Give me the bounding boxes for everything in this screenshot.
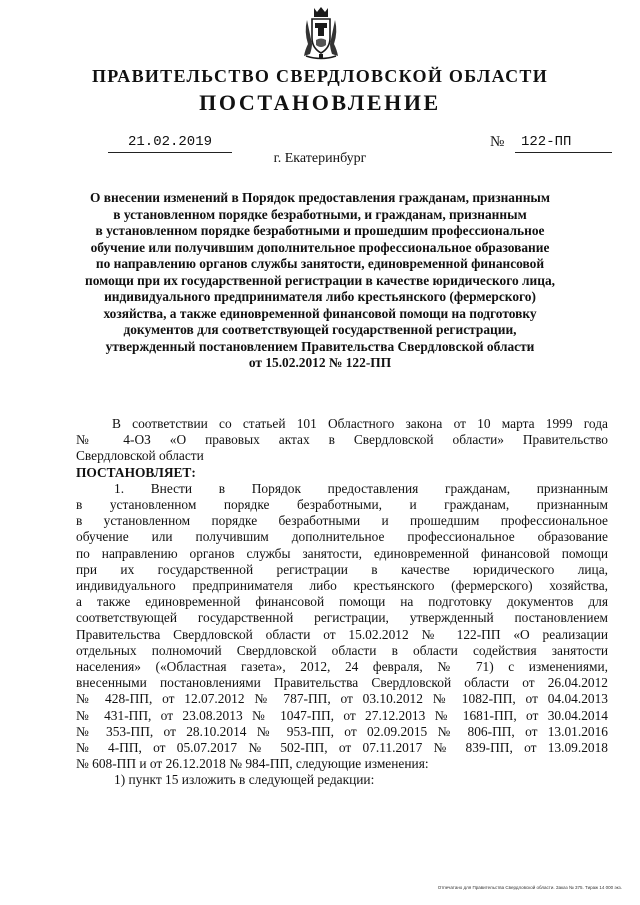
- item1-line: населения» («Областная газета», 2012, 24 февраля, № 71) с изменениями,: [76, 659, 608, 675]
- item1-line: Правительства Свердловской области от 15.02.2012 № 122-ПП «О реализации: [76, 626, 608, 642]
- title-line: от 15.02.2012 № 122-ПП: [248, 355, 392, 370]
- item1-line: № 353-ПП, от 28.10.2014 № 953-ПП, от 02.09.2015 № 806-ПП, от 13.01.2016: [76, 723, 608, 739]
- title-line: в установленном порядке безработными, и гражданам, признанным: [113, 206, 527, 222]
- title-line: О внесении изменений в Порядок предоставления гражданам, признанным: [89, 190, 550, 205]
- title-line: индивидуального предпринимателя либо крестьянского (фермерского): [104, 289, 536, 304]
- preamble-line: Свердловской области: [76, 448, 204, 464]
- resolves-heading: ПОСТАНОВЛЯЕТ:: [76, 464, 196, 480]
- title-line: хозяйства, а также единовременной финансовой помощи на подготовку: [103, 305, 537, 321]
- title-line: утвержденный постановлением Правительства Свердловской области: [105, 338, 535, 354]
- city-line: г. Екатеринбург: [273, 151, 367, 166]
- subitem1-line: 1) пункт 15 изложить в следующей редакции:: [114, 772, 375, 788]
- document-title: [82, 190, 558, 372]
- preamble-line: № 4-ОЗ «О правовых актах в Свердловской области» Правительство: [76, 432, 608, 448]
- organization-name: ПРАВИТЕЛЬСТВО СВЕРДЛОВСКОЙ ОБЛАСТИ: [91, 66, 548, 86]
- item1-line: а также единовременной финансовой помощи на подготовку документов для: [76, 594, 608, 610]
- preamble-line: В соответствии со статьей 101 Областного закона от 10 марта 1999 года: [112, 416, 608, 431]
- item1-line: № 4-ПП, от 05.07.2017 № 502-ПП, от 07.11.2017 № 839-ПП, от 13.09.2018: [76, 740, 608, 756]
- title-line: обучение или получившим дополнительное профессиональное образование: [90, 239, 550, 255]
- item1-line: по направлению органов службы занятости, единовременной финансовой помощи: [76, 545, 608, 561]
- title-line: документов для соответствующей государственной регистрации,: [123, 322, 517, 337]
- item1-line: внесенными постановлениями Правительства Свердловской области от 26.04.2012: [76, 675, 608, 691]
- title-line: по направлению органов службы занятости, единовременной финансовой: [95, 256, 545, 271]
- item1-line: 1. Внести в Порядок предоставления гражданам, признанным: [114, 480, 608, 496]
- item1-line: индивидуального предпринимателя либо крестьянского (фермерского) хозяйства,: [76, 578, 608, 594]
- document-date: 21.02.2019: [108, 132, 232, 153]
- item1-line: отдельных полномочий Свердловской области в области содействия занятости: [76, 642, 608, 658]
- printer-note: Отпечатано для Правительства Свердловской области. Заказ № 375. Тираж 14 000 экз.: [437, 885, 622, 890]
- item1-line: в установленном порядке безработными и прошедшим профессиональное: [76, 513, 608, 529]
- item1-line: при их государственной регистрации в качестве юридического лица,: [76, 561, 608, 577]
- sverdlovsk-coat-of-arms-icon: [300, 6, 342, 60]
- item1-line: № 608-ПП и от 26.12.2018 № 984-ПП, следующие изменения:: [76, 756, 429, 772]
- item1-line: соответствующей государственной регистрации, утвержденный постановлением: [76, 610, 608, 626]
- item1-line: в установленном порядке безработными, и гражданам, признанным: [76, 497, 608, 513]
- item1-line: № 428-ПП, от 12.07.2012 № 787-ПП, от 03.10.2012 № 1082-ПП, от 04.04.2013: [76, 691, 608, 707]
- number-sign: №: [490, 134, 505, 150]
- title-line: в установленном порядке безработными и прошедшим профессиональное: [95, 223, 545, 238]
- document-body: [76, 416, 608, 789]
- title-line: помощи при их государственной регистрации в качестве юридического лица,: [85, 272, 555, 288]
- item1-line: № 431-ПП, от 23.08.2013 № 1047-ПП, от 27.12.2013 № 1681-ПП, от 30.04.2014: [76, 707, 608, 723]
- document-number: 122-ПП: [515, 132, 612, 153]
- document-type: ПОСТАНОВЛЕНИЕ: [199, 90, 441, 115]
- item1-line: обучение или получившим дополнительное профессиональное образование: [76, 529, 608, 545]
